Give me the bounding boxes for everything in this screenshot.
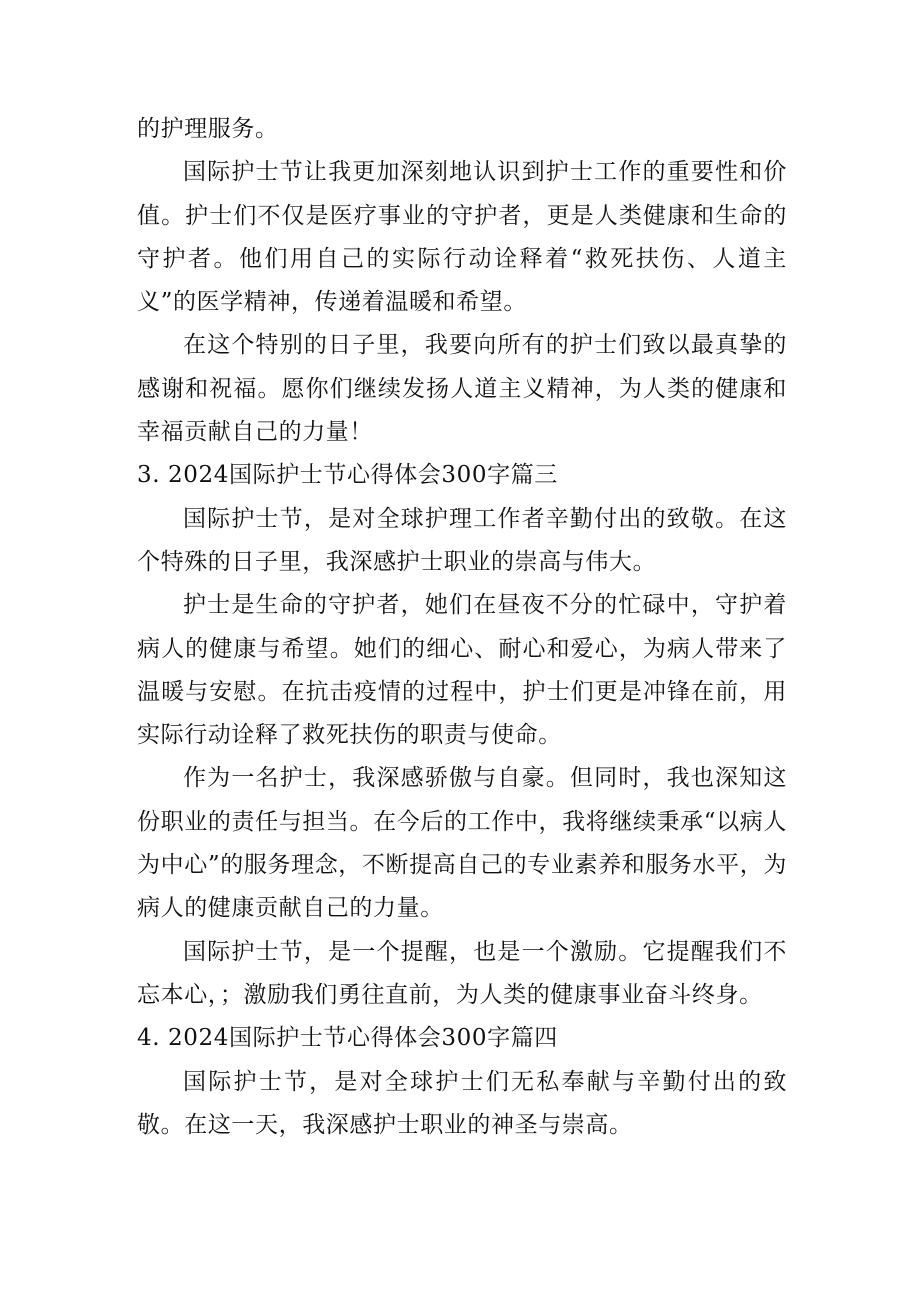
- paragraph-nurse-day-importance: 国际护士节让我更加深刻地认识到护士工作的重要性和价值。护士们不仅是医疗事业的守护者，更是人类健康和生命的守护者。他们用自己的实际行动诠释着“救死扶伤、人道主义”的医学精神，传递着温暖和希望。: [137, 159, 787, 316]
- section-heading-part-three: 3. 2024国际护士节心得体会300字篇三: [137, 462, 558, 489]
- paragraph-guardians-of-life: 护士是生命的守护者，她们在昼夜不分的忙碌中，守护着病人的健康与希望。她们的细心、耐心和爱心，为病人带来了温暖与安慰。在抗击疫情的过程中，护士们更是冲锋在前，用实际行动诠释了救死扶伤的职责与使命。: [137, 592, 787, 749]
- paragraph-pride-responsibility: 作为一名护士，我深感骄傲与自豪。但同时，我也深知这份职业的责任与担当。在今后的工作中，我将继续秉承“以病人为中心”的服务理念，不断提高自己的专业素养和服务水平，为病人的健康贡献自己的力量。: [137, 765, 787, 922]
- paragraph-selfless-dedication: 国际护士节，是对全球护士们无私奉献与辛勤付出的致敬。在这一天，我深感护士职业的神圣与崇高。: [137, 1068, 787, 1138]
- paragraph-continuation: 的护理服务。: [137, 116, 279, 142]
- paragraph-tribute: 国际护士节，是对全球护理工作者辛勤付出的致敬。在这个特殊的日子里，我深感护士职业的崇高与伟大。: [137, 505, 787, 575]
- paragraph-thanks-blessings: 在这个特别的日子里，我要向所有的护士们致以最真挚的感谢和祝福。愿你们继续发扬人道主义精神，为人类的健康和幸福贡献自己的力量！: [137, 332, 787, 446]
- section-heading-part-four: 4. 2024国际护士节心得体会300字篇四: [137, 1025, 558, 1052]
- paragraph-reminder-motivation: 国际护士节，是一个提醒，也是一个激励。它提醒我们不忘本心，；激励我们勇往直前，为人类的健康事业奋斗终身。: [137, 938, 787, 1008]
- document-page: [137, 108, 787, 1147]
